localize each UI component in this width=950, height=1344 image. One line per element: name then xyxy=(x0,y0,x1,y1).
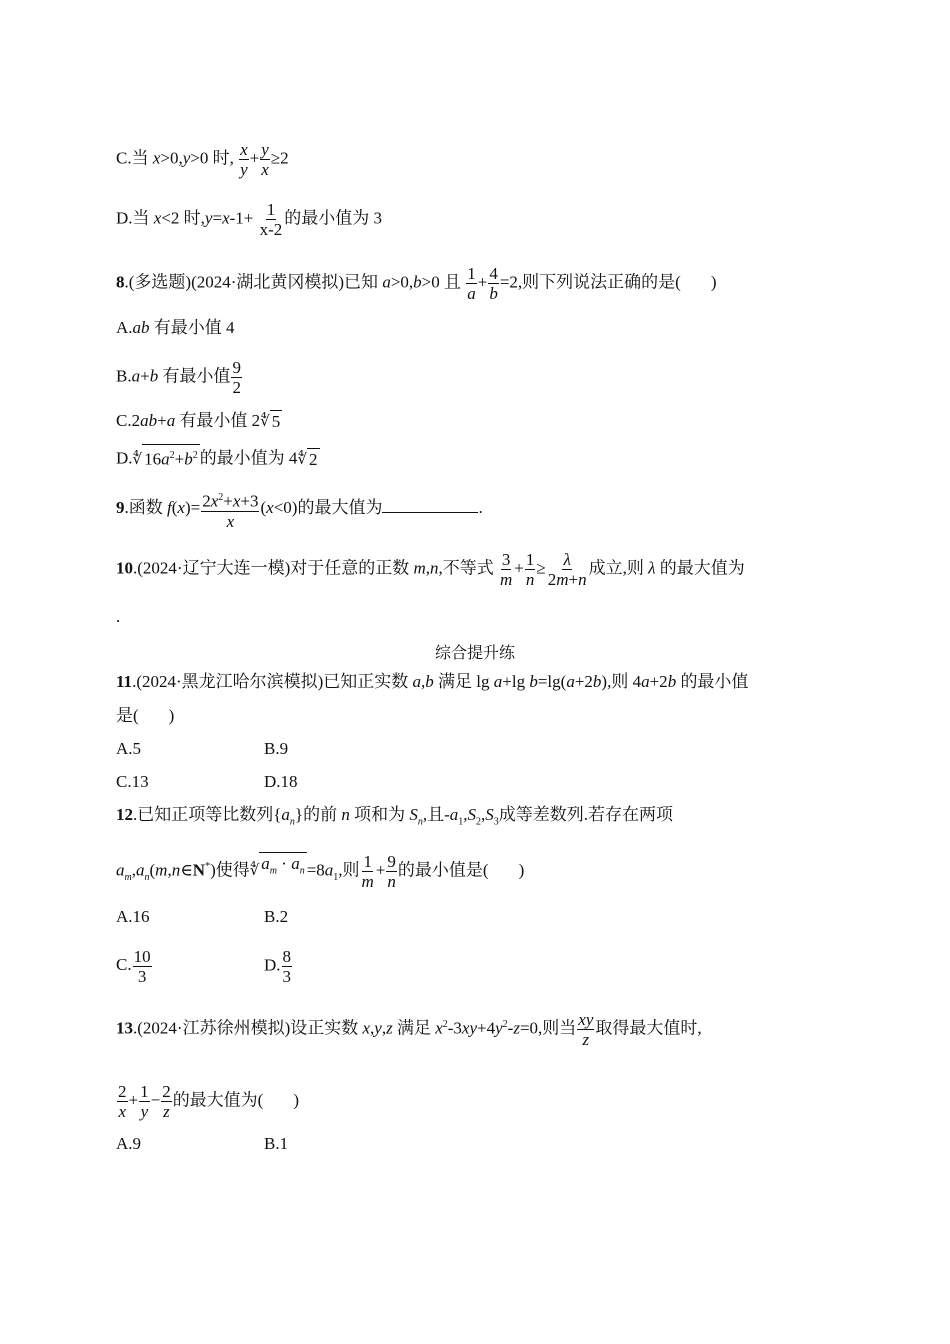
q8-option-a: A.ab 有最小值 4 xyxy=(116,318,235,337)
q11-options-row1 xyxy=(116,738,289,760)
q12-option-b: B.2 xyxy=(264,907,289,926)
q13-options-row1 xyxy=(116,1133,289,1155)
q13-stem: 13.(2024·江苏徐州模拟)设正实数 x,y,z 满足 $x^2-3xy+4y^2-z=0$,则当 $\frac{xy}{z}$ 取得最大值时, xyxy=(116,1010,702,1049)
q12-options-row1 xyxy=(116,906,289,928)
q7-option-d: D.当 x<2 时,y=x-1+ $\frac{1}{x-2}$ 的最小值为 3 xyxy=(116,200,383,239)
q8-option-c: C.2ab+a 有最小值 2 ∜ 5 xyxy=(116,411,281,431)
q12-option-a: A.16 xyxy=(116,907,150,926)
q13-stem-line2: $\frac{2}{x}$ + $\frac{1}{y}$ − $\frac{2}{z}$ 的最大值为( ) xyxy=(118,1082,300,1121)
q12-stem: 12.已知正项等比数列$\{a_n\}$的前 n 项和为 $S_n$,且$-a_1,S_2,S_3$成等差数列.若存在两项 xyxy=(116,805,674,828)
q8-stem: 8.(多选题)(2024·湖北黄冈模拟)已知 a>0,b>0 且 $\frac{1}{a}$ + $\frac{4}{b}$ =2,则下列说法正确的是( ) xyxy=(116,264,717,303)
q11-options-row2 xyxy=(116,771,298,793)
q13-option-b: B.1 xyxy=(264,1134,289,1153)
q11-option-c: C.13 xyxy=(116,772,149,791)
q11-option-a: A.5 xyxy=(116,739,142,758)
q12-option-d: D. $\frac{8}{3}$ xyxy=(264,947,292,986)
q7-option-c: C.当 x>0,y>0 时, $\frac{x}{y}$ + $\frac{y}{x}$ ≥2 xyxy=(116,140,289,179)
q11-option-d: D.18 xyxy=(264,772,298,791)
q11-option-b: B.9 xyxy=(264,739,289,758)
q11-stem: 11.(2024·黑龙江哈尔滨模拟)已知正实数 a,b 满足 lg a+lg b=lg(a+2b),则 4a+2b 的最小值 xyxy=(116,672,749,691)
q12-option-c: C. $\frac{10}{3}$ xyxy=(116,947,151,986)
q11-stem-line2: 是( ) xyxy=(116,706,175,725)
answer-blank xyxy=(382,496,478,513)
q10-trail: . xyxy=(116,607,121,626)
section-heading: 综合提升练 xyxy=(434,643,515,662)
q10-stem: 10.(2024·辽宁大连一模)对于任意的正数 m,n,不等式 $\frac{3}{m}$ + $\frac{1}{n}$ ≥ $\frac{\lambda}{2m+n}$ 成立,则 λ 的最大值为 xyxy=(116,550,745,589)
q8-option-d: D. ∜ $16a^2+b^2$ 的最小值为 4 ∜ 2 xyxy=(116,444,320,471)
q9-stem: 9.函数 f(x)= $\frac{2x^2+x+3}{x}$ (x<0)的最大值为 . xyxy=(116,488,483,531)
q8-option-b: B.a+b 有最小值 $\frac{9}{2}$ xyxy=(116,358,241,397)
q12-stem-line2: $a_m,a_n(m,n\in N^*)$使得 ∜ $a_m \cdot a_n$ $=8a_1$,则 $\frac{1}{m}$ + $\frac{9}{n}$ 的最小值是( ) xyxy=(116,852,525,891)
q12-options-row2 xyxy=(116,947,292,986)
q13-option-a: A.9 xyxy=(116,1134,142,1153)
